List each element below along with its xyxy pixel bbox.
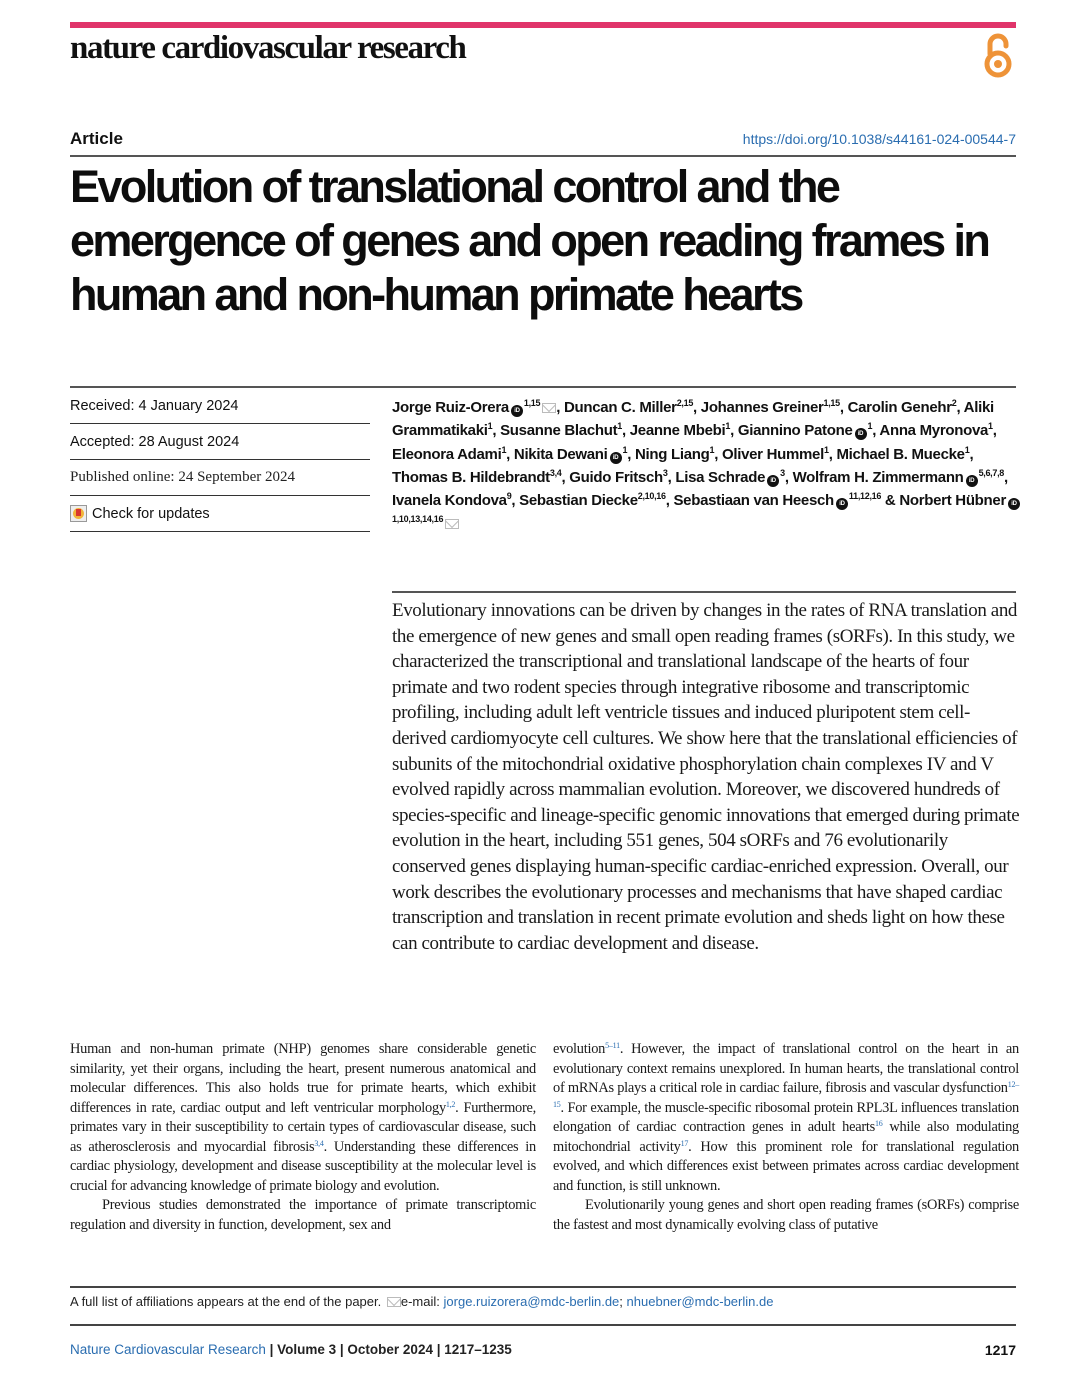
affiliation-numbers: 2,10,16 — [637, 491, 666, 502]
affiliation-numbers: 1 — [725, 421, 731, 432]
accepted-date — [70, 424, 370, 460]
citation-link[interactable]: 16 — [875, 1119, 883, 1128]
author[interactable] — [392, 399, 556, 416]
author[interactable] — [630, 422, 730, 439]
author-name[interactable]: Ivanela Kondova — [392, 492, 507, 510]
author-name[interactable]: Jeanne Mbebi — [629, 422, 726, 440]
orcid-icon[interactable]: iD — [966, 475, 978, 487]
affiliation-numbers: 11,12,16 — [848, 491, 882, 502]
citation-link[interactable]: 12–15 — [553, 1080, 1019, 1109]
orcid-icon[interactable]: iD — [836, 498, 848, 510]
email-icon[interactable] — [445, 519, 459, 529]
open-access-lock-icon — [980, 32, 1016, 80]
body-column-right — [553, 1040, 1019, 1235]
author[interactable] — [500, 422, 622, 439]
author[interactable] — [836, 446, 969, 463]
doi-link[interactable]: https://doi.org/10.1038/s44161-024-00544-7 — [742, 131, 1016, 147]
affiliation-numbers: 1 — [964, 444, 970, 455]
text: evolution — [553, 1041, 606, 1057]
author[interactable] — [673, 492, 881, 509]
email-link[interactable]: jorge.ruizorera@mdc-berlin.de — [443, 1294, 620, 1309]
accepted-date-text: Accepted: 28 August 2024 — [70, 433, 240, 450]
text: . Furthermore, primates vary in their susceptibility to certain types of cardiovascular disease, such as atherosclerosis and myocardial fibrosis — [70, 1099, 536, 1155]
text: while also modulating mitochondrial activity — [553, 1119, 1020, 1155]
affiliation-numbers: 1 — [823, 444, 829, 455]
body-paragraph: Evolutionarily young genes and short open reading frames (sORFs) comprise the fastest and most dynamically evolving class of putative — [553, 1197, 1019, 1233]
author[interactable] — [738, 422, 872, 439]
author[interactable] — [392, 469, 562, 486]
author-name[interactable]: Lisa Schrade — [675, 468, 766, 486]
affiliation-numbers: 1 — [617, 421, 623, 432]
journal-name: nature cardiovascular research — [70, 30, 466, 66]
check-for-updates-label[interactable]: Check for updates — [92, 505, 210, 522]
orcid-icon[interactable]: iD — [855, 428, 867, 440]
affiliation-numbers: 1 — [622, 444, 628, 455]
affiliation-numbers: 1 — [867, 421, 873, 432]
author[interactable] — [564, 399, 693, 416]
footer-citation — [70, 1342, 512, 1357]
footer-journal-link[interactable]: Nature Cardiovascular Research — [70, 1342, 266, 1357]
published-date-text: Published online: 24 September 2024 — [70, 469, 295, 485]
email-icon[interactable] — [542, 403, 556, 413]
affiliation-numbers: 3,4 — [549, 467, 562, 478]
author-list: Jorge Ruiz-Orera iD$^{1,15}$ , Duncan C. Miller$^{2,15}$, Johannes Greiner$^{1,15}$, Carolin Genehr$^2$, Aliki Grammatikaki$^1$, Susanne Blachut$^1$, Jeanne Mbebi$^1$, Giannino Patone $iD^1$, Anna Myronova$^1$, Eleonora Adami$^1$, Nikita Dewani $iD^1$, Ning Liang$^1$, Oliver Hummel$^1$, Michael B. Muecke$^1$, Thomas B. Hildebrandt$^{3,4}$, Guido Fritsch$^3$, Lisa Schrade $iD^3$, Wolfram H. Zimmermann iD$^{5,6,7,8}$, Ivanela Kondova$^9$, Sebastian Diecke$^{2,10,16}$, Sebastiaan van Heesch iD$^{11,12,16}$ & Norbert Hübner iD$^{1,10,13,14,16}$ — [392, 396, 1022, 536]
author[interactable] — [848, 399, 957, 416]
author-name[interactable]: Norbert Hübner — [899, 492, 1006, 510]
orcid-icon[interactable]: iD — [1008, 498, 1020, 510]
text: . Understanding these differences in cardiac physiology, development and disease susceptibility at the molecular level is crucial for advancing knowledge of primate biology and evolution. — [70, 1138, 536, 1194]
separator: ; — [619, 1294, 623, 1309]
author-name[interactable]: Guido Fritsch — [569, 468, 663, 486]
page-number: 1217 — [984, 1342, 1016, 1358]
email-icon — [387, 1297, 401, 1307]
body-paragraph — [553, 1040, 1019, 1196]
text: . For example, the muscle-specific ribosomal protein RPL3L influences translation elongation of cardiac contraction genes in adult hearts — [553, 1099, 1019, 1135]
article-dates — [70, 388, 370, 532]
author-name[interactable]: Wolfram H. Zimmermann — [792, 468, 964, 486]
orcid-icon[interactable]: iD — [767, 475, 779, 487]
affiliation-numbers: 1 — [487, 421, 493, 432]
footnote-divider — [70, 1286, 1016, 1288]
affiliation-numbers: 1,15 — [523, 398, 541, 408]
author-name[interactable]: Sebastiaan van Heesch — [673, 492, 834, 510]
author-name[interactable]: Carolin Genehr — [847, 399, 952, 416]
author-name[interactable]: Ning Liang — [635, 445, 710, 463]
author-name[interactable]: Duncan C. Miller — [563, 399, 677, 416]
footer-volume-info: | Volume 3 | October 2024 | 1217–1235 — [265, 1342, 512, 1357]
affiliation-numbers: 2 — [951, 398, 957, 408]
author-name[interactable]: Giannino Patone — [737, 422, 853, 440]
author[interactable] — [519, 492, 666, 509]
abstract: Evolutionary innovations can be driven by changes in the rates of RNA translation and the emergence of new genes and small open reading frames (sORFs). In this study, we characterized the transcriptional and translational landscape of the hearts of four primate and two rodent species through integrative ribosome and transcriptomic profiling, including adult left ventricle tissues and induced pluripotent stem cell-derived cardiomyocyte cell cultures. We show here that the translational efficiencies of subunits of the mitochondrial oxidative phosphorylation chain complexes IV and V evolved rapidly across mammalian evolution. Moreover, we discovered hundreds of species-specific and lineage-specific genomic innovations that emerged during primate evolution in the heart, including 551 genes, 504 sORFs and 76 evolutionarily conserved genes displaying human-specific cardiac-enriched expression. Overall, our work describes the evolutionary processes and mechanisms that have shaped cardiac transcription and translation in recent primate evolution and sheds light on how these can contribute to cardiac development and disease. — [392, 600, 1020, 954]
orcid-icon[interactable]: iD — [511, 405, 523, 417]
author[interactable] — [701, 399, 840, 416]
author[interactable] — [635, 446, 714, 463]
author[interactable] — [879, 422, 992, 439]
crossmark-icon — [70, 505, 87, 522]
affiliation-numbers: 9 — [506, 491, 512, 502]
author-name[interactable]: Aliki Grammatikaki — [392, 399, 994, 440]
email-link[interactable]: nhuebner@mdc-berlin.de — [626, 1294, 774, 1309]
author[interactable] — [722, 446, 829, 463]
affiliation-numbers: 3 — [662, 467, 668, 478]
author[interactable] — [793, 469, 1004, 486]
article-type-label: Article — [70, 129, 123, 148]
citation-link[interactable]: 5–11 — [605, 1041, 620, 1050]
citation-link[interactable]: 1,2 — [445, 1099, 456, 1109]
citation-link[interactable]: 3,4 — [314, 1138, 324, 1148]
author[interactable] — [569, 469, 667, 486]
email-label: e-mail: — [400, 1294, 440, 1309]
affiliation-numbers: 5,6,7,8 — [978, 467, 1004, 478]
affiliation-numbers: 2,15 — [676, 398, 694, 408]
journal-accent-bar — [70, 22, 1016, 28]
affiliations-footnote — [70, 1294, 773, 1309]
author-name[interactable]: Susanne Blachut — [500, 422, 618, 440]
author-name[interactable]: Nikita Dewani — [513, 445, 608, 463]
author-name[interactable]: Michael B. Muecke — [836, 445, 965, 463]
citation-link[interactable]: 17 — [680, 1138, 689, 1148]
text: . How this prominent role for translational regulation evolved, and which differences exist between primates across cardiac development and function, is still unknown. — [553, 1138, 1019, 1194]
text: Human and non-human primate (NHP) genomes share considerable genetic similarity, yet their organs, including the heart, present numerous anatomical and molecular differences. This also holds true for primate hearts, which exhibit differences in rate, cardiac output and left ventricular morphology — [70, 1041, 536, 1116]
affiliation-numbers: 1,15 — [823, 398, 840, 408]
author-name[interactable]: Sebastian Diecke — [519, 492, 638, 510]
received-date — [70, 388, 370, 424]
author-name[interactable]: Oliver Hummel — [721, 445, 824, 463]
affiliation-numbers: 1,10,13,14,16 — [392, 514, 444, 525]
author[interactable] — [514, 446, 627, 463]
affiliation-numbers: 1 — [988, 421, 993, 432]
author-name[interactable]: Eleonora Adami — [392, 445, 502, 463]
author-name[interactable]: Jorge Ruiz-Orera — [392, 399, 509, 416]
author-name[interactable]: Johannes Greiner — [700, 399, 824, 416]
affiliation-numbers: 1 — [501, 444, 507, 455]
affiliation-numbers: 3 — [780, 467, 785, 478]
check-for-updates-button[interactable] — [70, 496, 370, 532]
author-name[interactable]: Anna Myronova — [879, 422, 989, 440]
header-divider — [70, 155, 1016, 157]
affiliation-numbers: 1 — [709, 444, 715, 455]
abstract-divider — [392, 591, 1016, 593]
footer-divider — [70, 1324, 1016, 1326]
author-name[interactable]: Thomas B. Hildebrandt — [392, 468, 550, 486]
body-column-left — [70, 1040, 536, 1235]
author[interactable] — [392, 492, 511, 509]
orcid-icon[interactable]: iD — [610, 452, 622, 464]
body-paragraph: Previous studies demonstrated the importance of primate transcriptomic regulation and diversity in function, development, sex and — [70, 1197, 536, 1233]
text: . However, the impact of translational control on the heart in an evolutionary context remains unexplored. In human hearts, the translational control of mRNAs plays a critical role in cardiac failure, fibrosis and vascular dysfunction — [553, 1041, 1019, 1096]
author[interactable] — [392, 446, 506, 463]
author[interactable] — [675, 469, 785, 486]
published-date — [70, 460, 370, 496]
received-date-text: Received: 4 January 2024 — [70, 397, 239, 414]
body-paragraph — [70, 1040, 536, 1196]
footnote-text: A full list of affiliations appears at the end of the paper. — [70, 1294, 382, 1309]
article-title: Evolution of translational control and the emergence of genes and open reading frames in human and non-human primate hearts — [70, 161, 989, 320]
